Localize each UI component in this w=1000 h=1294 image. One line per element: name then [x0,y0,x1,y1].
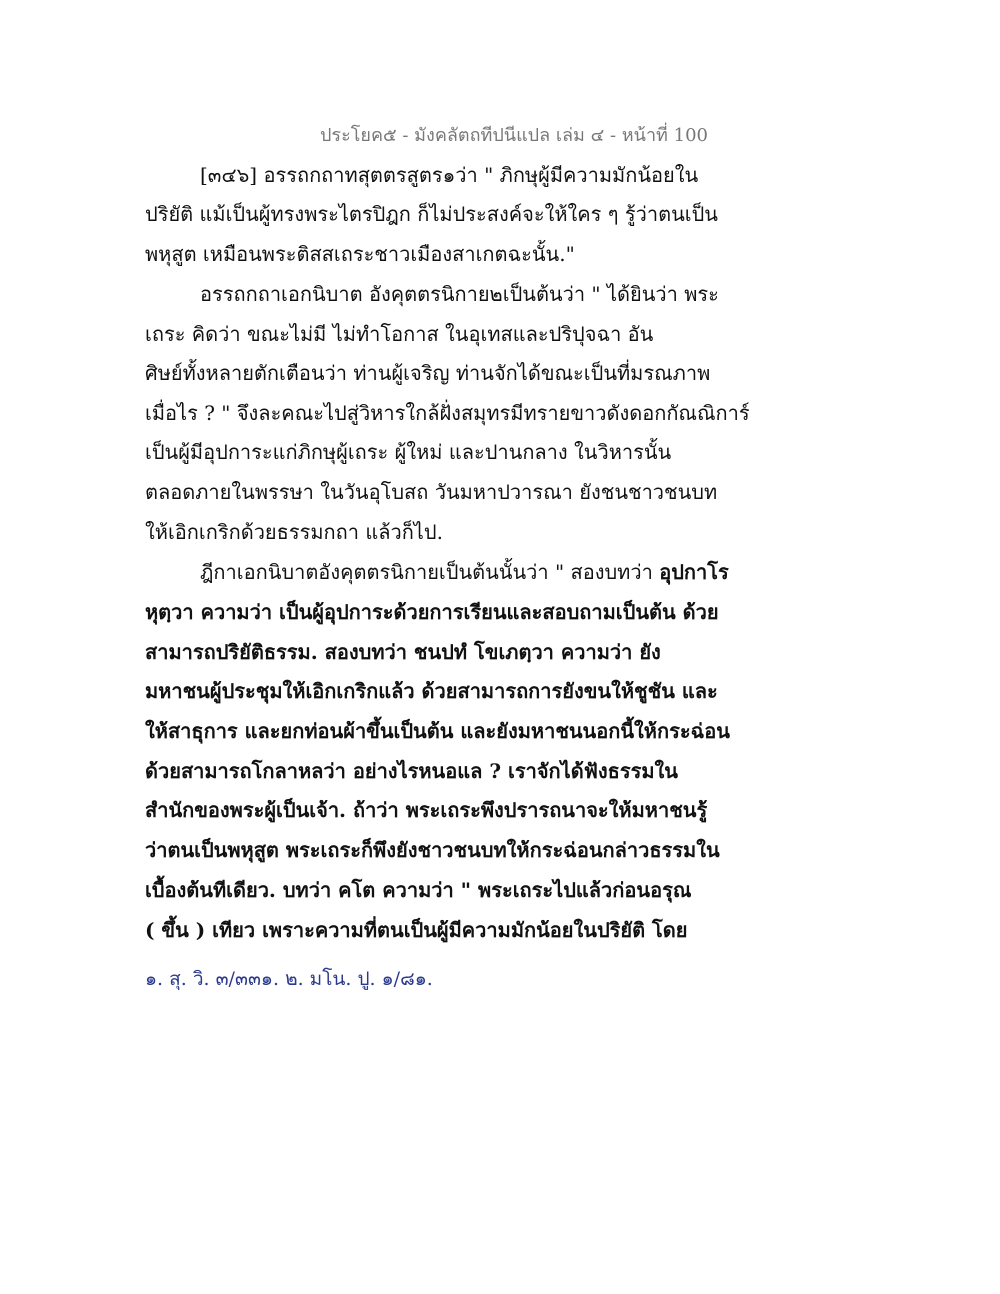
paragraph-3-line-10: ( ขึ้น ) เทียว เพราะความที่ตนเป็นผู้มีความมักน้อยในปริยัติ โดย [145,918,688,942]
paragraph-2-line-5: เป็นผู้มีอุปการะแก่ภิกษุผู้เถระ ผู้ใหม่ และปานกลาง ในวิหารนั้น [145,440,672,464]
paragraph-2-line-7: ให้เอิกเกริกด้วยธรรมกถา แล้วก็ไป. [145,520,443,544]
paragraph-3-line-1 [200,559,729,585]
paragraph-2-line-3: ศิษย์ทั้งหลายตักเตือนว่า ท่านผู้เจริญ ท่านจักได้ขณะเป็นที่มรณภาพ [145,361,711,385]
paragraph-3-line-8: ว่าตนเป็นพหุสูต พระเถระก็พึงยังชาวชนบทให้กระฉ่อนกล่าวธรรมใน [145,838,720,862]
paragraph-1-line-3: พหุสูต เหมือนพระติสสเถระชาวเมืองสาเกตฉะนั้น." [145,242,575,266]
paragraph-3-line-4: มหาชนผู้ประชุมให้เอิกเกริกแล้ว ด้วยสามารถการยังขนให้ชูชัน และ [145,679,718,703]
paragraph-3-line-5: ให้สาธุการ และยกท่อนผ้าขึ้นเป็นต้น และยังมหาชนนอกนี้ให้กระฉ่อน [145,719,730,743]
paragraph-3-line-9: เบื้องต้นทีเดียว. บทว่า คโต ความว่า " พระเถระไปแล้วก่อนอรุณ [145,878,692,902]
paragraph-2-line-6: ตลอดภายในพรรษา ในวันอุโบสถ วันมหาปวารณา ยังชนชาวชนบท [145,480,718,504]
paragraph-2-line-4: เมื่อไร ? " จึงละคณะไปสู่วิหารใกล้ฝั่งสมุทรมีทรายขาวดังดอกกัณณิการ์ [145,401,750,425]
paragraph-2-line-1: อรรถกถาเอกนิบาต อังคุตตรนิกาย๒เป็นต้นว่า " ได้ยินว่า พระ [200,282,719,306]
paragraph-3-line-2: หุตฺวา ความว่า เป็นผู้อุปการะด้วยการเรียนและสอบถามเป็นต้น ด้วย [145,600,719,624]
paragraph-2-line-2: เถระ คิดว่า ขณะไม่มี ไม่ทำโอกาส ในอุเทสและปริปุจฉา อัน [145,322,654,346]
paragraph-3-line-3: สามารถปริยัติธรรม. สองบทว่า ชนปทํ โขเภตฺวา ความว่า ยัง [145,640,661,664]
paragraph-3-line-1-normal: ฎีกาเอกนิบาตอังคุตตรนิกายเป็นต้นนั้นว่า " สองบทว่า [200,560,660,584]
page-header: ประโยค๕ - มังคลัตถทีปนีแปล เล่ม ๔ - หน้าที่ 100 [320,125,708,146]
paragraph-3-line-7: สำนักของพระผู้เป็นเจ้า. ถ้าว่า พระเถระพึงปรารถนาจะให้มหาชนรู้ [145,798,708,822]
paragraph-1-line-2: ปริยัติ แม้เป็นผู้ทรงพระไตรปิฎก ก็ไม่ประสงค์จะให้ใคร ๆ รู้ว่าตนเป็น [145,202,718,226]
paragraph-1-line-1: [๓๔๖] อรรถกถาทสุตตรสูตร๑ว่า " ภิกษุผู้มีความมักน้อยใน [200,163,699,187]
paragraph-3-line-1-bold: อุปกาโร [659,560,729,584]
footnotes: ๑. สุ. วิ. ๓/๓๓๑. ๒. มโน. ปู. ๑/๘๑. [145,968,433,990]
paragraph-3-line-6: ด้วยสามารถโกลาหลว่า อย่างไรหนอแล ? เราจักได้ฟังธรรมใน [145,759,678,783]
